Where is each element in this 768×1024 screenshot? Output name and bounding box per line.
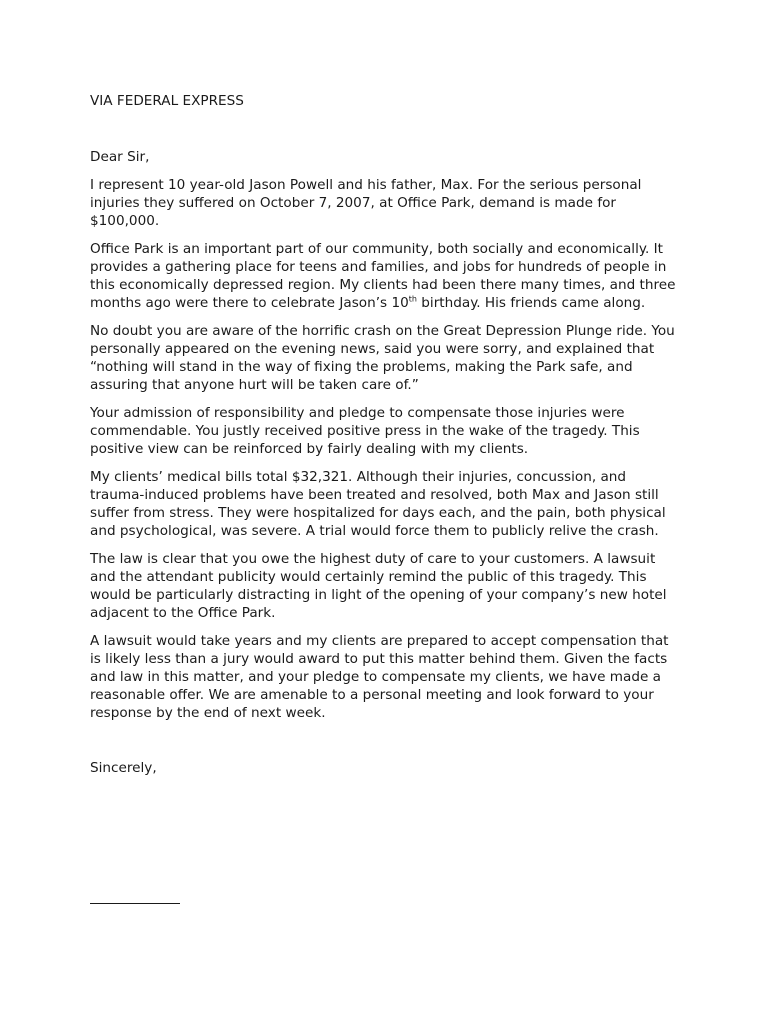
closing: Sincerely, [90, 760, 157, 776]
paragraph-admission: Your admission of responsibility and pledge to compensate those injuries were commendable. You justly received positive press in the wake of the tragedy. This positive view can be reinforced by fairly dealing with my clients. [90, 405, 640, 457]
paragraph-law: The law is clear that you owe the highest duty of care to your customers. A lawsuit and the attendant publicity would certainly remind the public of this tragedy. This would be particularly distracting in light of the opening of your company’s new hotel adjacent to the Office Park. [90, 551, 667, 621]
ordinal-suffix: th [408, 294, 417, 304]
paragraph-demand: I represent 10 year-old Jason Powell and his father, Max. For the serious personal injuries they suffered on October 7, 2007, at Office Park, demand is made for $100,000. [90, 177, 642, 229]
signature-line [90, 903, 180, 904]
delivery-method: VIA FEDERAL EXPRESS [90, 93, 244, 109]
letter-body [90, 92, 678, 777]
paragraph-community [90, 240, 678, 312]
paragraph-crash: No doubt you are aware of the horrific crash on the Great Depression Plunge ride. You personally appeared on the evening news, said you were sorry, and explained that “nothing will stand in the way of fixing the problems, making the Park safe, and assuring that anyone hurt will be taken care of.” [90, 323, 675, 393]
paragraph-community-text-end: birthday. His friends came along. [416, 295, 646, 311]
paragraph-community-text: Office Park is an important part of our community, both socially and economically. It provides a gathering place for teens and families, and jobs for hundreds of people in this economically depressed region. My clients had been there many times, and three months ago were there to celebrate Jason’s 10 [90, 241, 676, 311]
paragraph-offer: A lawsuit would take years and my clients are prepared to accept compensation that is likely less than a jury would award to put this matter behind them. Given the facts and law in this matter, and your pledge to compensate my clients, we have made a reasonable offer. We are amenable to a personal meeting and look forward to your response by the end of next week. [90, 633, 669, 721]
salutation: Dear Sir, [90, 149, 150, 165]
paragraph-medical: My clients’ medical bills total $32,321. Although their injuries, concussion, and trauma-induced problems have been treated and resolved, both Max and Jason still suffer from stress. They were hospitalized for days each, and the pain, both physical and psychological, was severe. A trial would force them to publicly relive the crash. [90, 469, 666, 539]
